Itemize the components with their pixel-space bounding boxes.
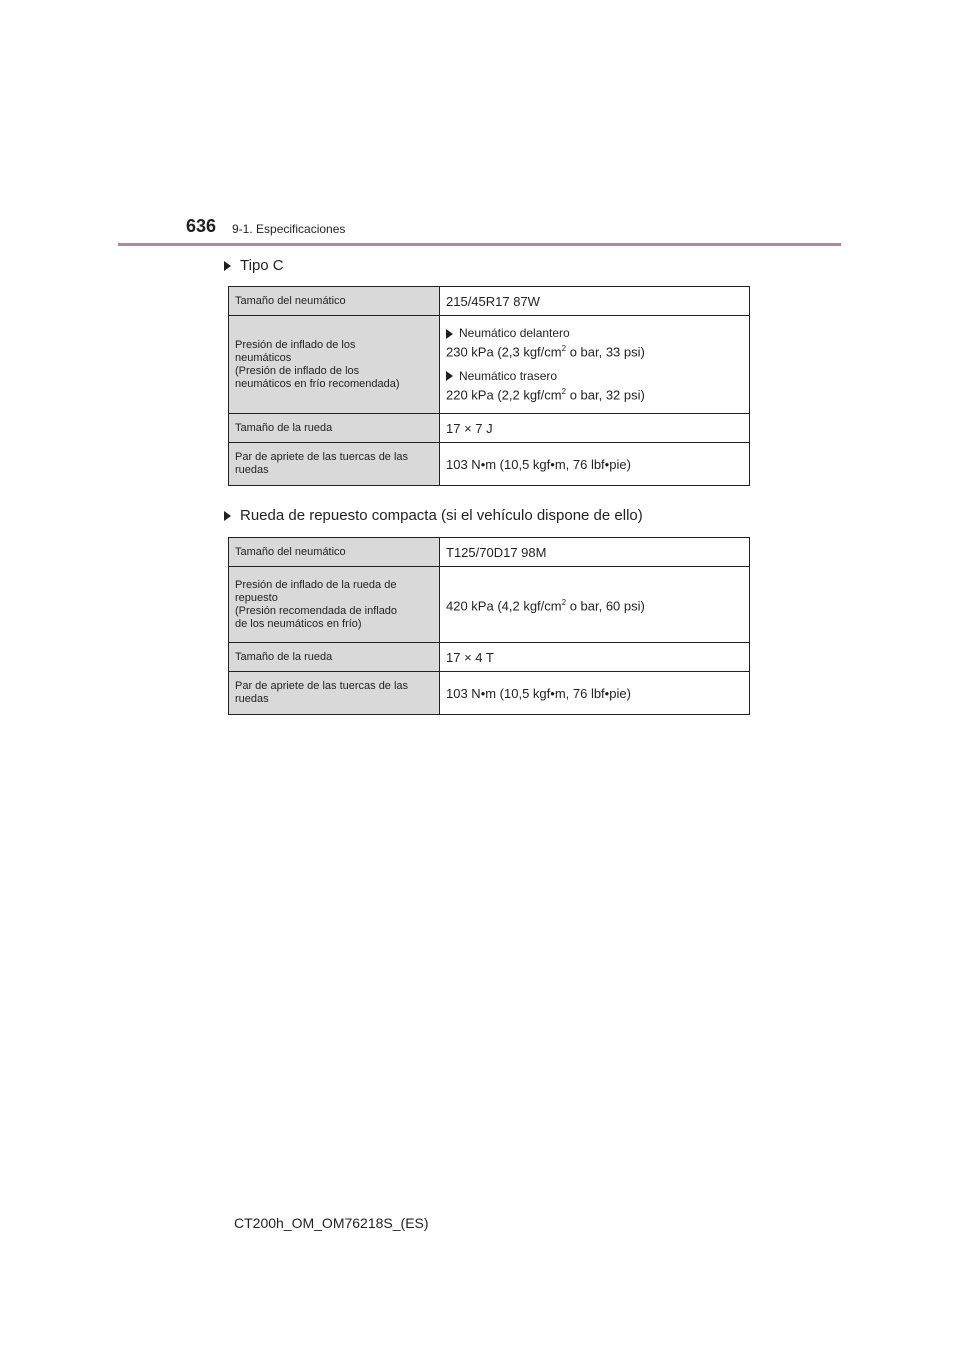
header-rule (118, 243, 841, 246)
rear-pressure-main: 220 kPa (2,2 kgf/cm (446, 386, 562, 402)
tire-size-label: Tamaño del neumático (229, 287, 440, 316)
table-row (229, 672, 750, 715)
pressure-label-line: (Presión de inflado de los (235, 364, 360, 377)
pressure-label-line: neumáticos (235, 351, 292, 364)
pressure-label (229, 316, 440, 414)
torque-label-line: ruedas (235, 693, 269, 705)
spare-heading (224, 507, 643, 524)
front-pressure-sup: 2 (561, 344, 567, 354)
rear-pressure-sup: 2 (561, 386, 567, 396)
pressure-label-line: neumáticos en frío recomendada) (235, 377, 400, 390)
triangle-bullet-icon (224, 261, 231, 271)
torque-label-line: Par de apriete de las tuercas de las (235, 680, 409, 692)
wheel-size-value: 17 × 4 T (440, 643, 750, 672)
tire-size-label: Tamaño del neumático (229, 538, 440, 567)
type-c-heading-text: Tipo C (240, 257, 284, 274)
spare-pressure (446, 595, 743, 614)
front-tire-title-text: Neumático delantero (459, 326, 570, 341)
document-id: CT200h_OM_OM76218S_(ES) (234, 1215, 429, 1231)
table-row (229, 414, 750, 443)
table-row (229, 538, 750, 567)
tire-size-value: 215/45R17 87W (440, 287, 750, 316)
front-pressure-main: 230 kPa (2,3 kgf/cm (446, 344, 562, 360)
pressure-value (440, 567, 750, 643)
wheel-size-value: 17 × 7 J (440, 414, 750, 443)
pressure-label-line: de los neumáticos en frío) (235, 617, 362, 630)
spare-spec-table (228, 537, 750, 715)
front-tire-pressure (446, 341, 743, 360)
spare-heading-text: Rueda de repuesto compacta (si el vehículo dispone de ello) (240, 507, 643, 524)
triangle-bullet-icon (224, 511, 231, 521)
pressure-value (440, 316, 750, 414)
torque-label (229, 443, 440, 486)
torque-value: 103 N•m (10,5 kgf•m, 76 lbf•pie) (440, 672, 750, 715)
page-number: 636 (186, 216, 217, 236)
type-c-heading (224, 257, 284, 274)
type-c-spec-table (228, 286, 750, 486)
spare-pressure-sup: 2 (561, 597, 567, 607)
wheel-size-label: Tamaño de la rueda (229, 414, 440, 443)
pressure-label (229, 567, 440, 643)
pressure-label-line: Presión de inflado de la rueda de (235, 578, 397, 591)
pressure-label-line: repuesto (235, 591, 278, 604)
table-row (229, 567, 750, 643)
table-row (229, 316, 750, 414)
rear-tire-pressure (446, 384, 743, 403)
front-tire-title (446, 326, 743, 341)
triangle-bullet-icon (446, 329, 453, 339)
pressure-label-line: Presión de inflado de los (235, 338, 356, 351)
table-row (229, 643, 750, 672)
wheel-size-label: Tamaño de la rueda (229, 643, 440, 672)
torque-value: 103 N•m (10,5 kgf•m, 76 lbf•pie) (440, 443, 750, 486)
table-row (229, 287, 750, 316)
rear-tire-title (446, 369, 743, 384)
front-pressure-tail: o bar, 33 psi) (566, 344, 645, 360)
spare-pressure-main: 420 kPa (4,2 kgf/cm (446, 598, 562, 614)
torque-label-line: ruedas (235, 464, 269, 476)
rear-tire-title-text: Neumático trasero (459, 368, 558, 383)
torque-label-line: Par de apriete de las tuercas de las (235, 451, 409, 463)
torque-label (229, 672, 440, 715)
rear-pressure-tail: o bar, 32 psi) (566, 386, 645, 402)
pressure-label-line: (Presión recomendada de inflado (235, 604, 398, 617)
spare-pressure-tail: o bar, 60 psi) (566, 598, 645, 614)
tire-size-value: T125/70D17 98M (440, 538, 750, 567)
triangle-bullet-icon (446, 371, 453, 381)
table-row (229, 443, 750, 486)
section-title: 9-1. Especificaciones (232, 222, 346, 236)
